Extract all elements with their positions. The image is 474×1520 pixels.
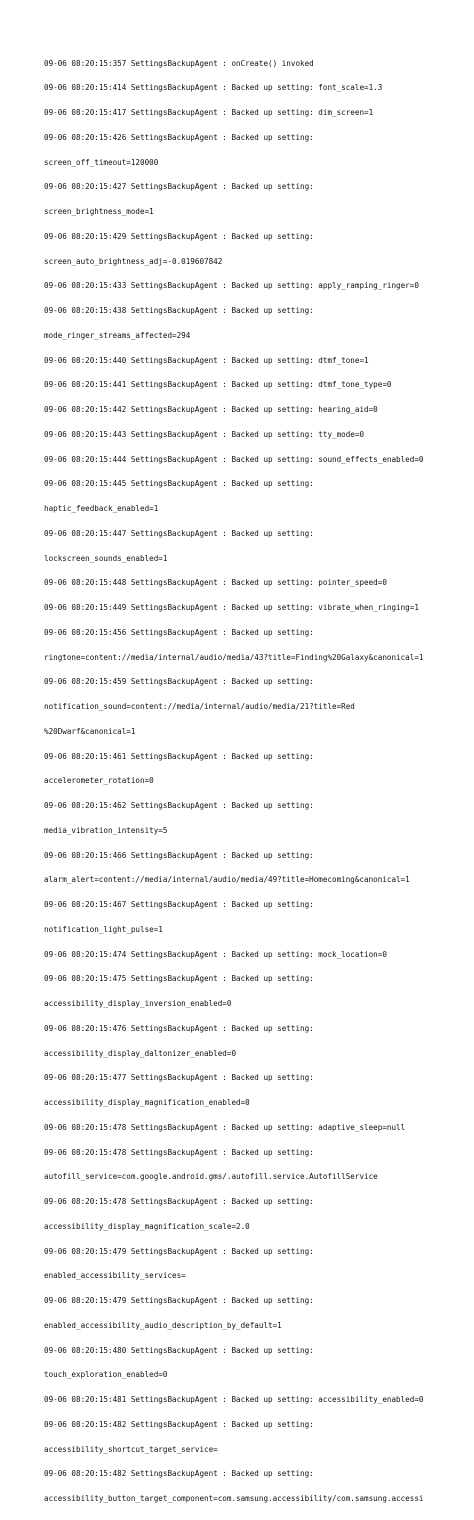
log-line: 09-06 08:20:15:426 SettingsBackupAgent : Backed up setting: <box>44 132 314 142</box>
log-line: 09-06 08:20:15:427 SettingsBackupAgent : Backed up setting: <box>44 182 314 192</box>
log-line: enabled_accessibility_audio_description_by_default=1 <box>44 1320 282 1330</box>
log-line: 09-06 08:20:15:417 SettingsBackupAgent : Backed up setting: dim_screen=1 <box>44 108 374 117</box>
log-line: 09-06 08:20:15:449 SettingsBackupAgent : Backed up setting: vibrate_when_ringing=1 <box>44 603 419 612</box>
log-line: 09-06 08:20:15:442 SettingsBackupAgent : Backed up setting: hearing_aid=0 <box>44 405 378 414</box>
log-line: 09-06 08:20:15:476 SettingsBackupAgent : Backed up setting: <box>44 1023 314 1033</box>
log-line: touch_exploration_enabled=0 <box>44 1370 168 1380</box>
log-line: 09-06 08:20:15:462 SettingsBackupAgent : Backed up setting: <box>44 801 314 810</box>
log-line: 09-06 08:20:15:479 SettingsBackupAgent : Backed up setting: <box>44 1246 314 1256</box>
log-line: 09-06 08:20:15:479 SettingsBackupAgent : Backed up setting: <box>44 1296 314 1305</box>
log-line: %20Dwarf&canonical=1 <box>44 726 136 736</box>
log-line: screen_off_timeout=120000 <box>44 157 159 167</box>
log-line: media_vibration_intensity=5 <box>44 825 168 835</box>
log-line: 09-06 08:20:15:478 SettingsBackupAgent : Backed up setting: <box>44 1147 314 1157</box>
log-line: 09-06 08:20:15:441 SettingsBackupAgent : Backed up setting: dtmf_tone_type=0 <box>44 380 392 390</box>
log-line: haptic_feedback_enabled=1 <box>44 504 159 513</box>
log-line: lockscreen_sounds_enabled=1 <box>44 553 168 563</box>
log-line: accessibility_display_magnification_enabled=0 <box>44 1098 250 1107</box>
log-line: 09-06 08:20:15:461 SettingsBackupAgent : Backed up setting: <box>44 751 314 761</box>
log-line: autofill_service=com.google.android.gms/.autofill.service.AutofillService <box>44 1172 378 1182</box>
log-line: 09-06 08:20:15:475 SettingsBackupAgent : Backed up setting: <box>44 974 314 984</box>
log-line: accessibility_display_magnification_scale=2.0 <box>44 1221 250 1231</box>
log-line: 09-06 08:20:15:466 SettingsBackupAgent : Backed up setting: <box>44 850 314 860</box>
log-line: 09-06 08:20:15:456 SettingsBackupAgent : Backed up setting: <box>44 627 314 637</box>
log-line: accessibility_shortcut_target_service= <box>44 1444 218 1454</box>
log-line: 09-06 08:20:15:429 SettingsBackupAgent : Backed up setting: <box>44 231 314 241</box>
log-line: 09-06 08:20:15:478 SettingsBackupAgent : Backed up setting: adaptive_sleep=null <box>44 1122 406 1132</box>
log-line: notification_light_pulse=1 <box>44 924 163 934</box>
log-line: screen_auto_brightness_adj=-0.019607842 <box>44 256 223 266</box>
log-line: 09-06 08:20:15:440 SettingsBackupAgent : Backed up setting: dtmf_tone=1 <box>44 355 369 365</box>
log-line: 09-06 08:20:15:414 SettingsBackupAgent : Backed up setting: font_scale=1.3 <box>44 83 383 93</box>
log-line: accessibility_display_daltonizer_enabled=0 <box>44 1048 237 1058</box>
log-line: 09-06 08:20:15:482 SettingsBackupAgent : Backed up setting: <box>44 1469 314 1479</box>
log-line: 09-06 08:20:15:477 SettingsBackupAgent : Backed up setting: <box>44 1073 314 1083</box>
log-line: 09-06 08:20:15:448 SettingsBackupAgent : Backed up setting: pointer_speed=0 <box>44 578 387 588</box>
log-line: accessibility_button_target_component=com.samsung.accessibility/com.samsung.accessi <box>44 1494 424 1503</box>
log-line: 09-06 08:20:15:474 SettingsBackupAgent : Backed up setting: mock_location=0 <box>44 949 387 959</box>
log-line: 09-06 08:20:15:445 SettingsBackupAgent : Backed up setting: <box>44 479 314 489</box>
log-line: enabled_accessibility_services= <box>44 1271 186 1281</box>
log-line: 09-06 08:20:15:482 SettingsBackupAgent : Backed up setting: <box>44 1419 314 1429</box>
log-line: 09-06 08:20:15:447 SettingsBackupAgent : Backed up setting: <box>44 528 314 538</box>
log-text <box>44 43 474 1520</box>
log-line: 09-06 08:20:15:438 SettingsBackupAgent : Backed up setting: <box>44 306 314 315</box>
log-line: 09-06 08:20:15:433 SettingsBackupAgent : Backed up setting: apply_ramping_ringer=0 <box>44 281 419 291</box>
log-line: 09-06 08:20:15:459 SettingsBackupAgent : Backed up setting: <box>44 677 314 687</box>
log-line: mode_ringer_streams_affected=294 <box>44 330 191 340</box>
log-line: accessibility_display_inversion_enabled=0 <box>44 999 232 1008</box>
log-line: accelerometer_rotation=0 <box>44 776 154 786</box>
log-line: screen_brightness_mode=1 <box>44 207 154 216</box>
log-line: notification_sound=content://media/internal/audio/media/21?title=Red <box>44 702 355 711</box>
log-line: ringtone=content://media/internal/audio/media/43?title=Finding%20Galaxy&canonical=1 <box>44 652 424 662</box>
log-line: 09-06 08:20:15:444 SettingsBackupAgent : Backed up setting: sound_effects_enabled=0 <box>44 454 424 464</box>
log-line: 09-06 08:20:15:478 SettingsBackupAgent : Backed up setting: <box>44 1197 314 1206</box>
log-line: 09-06 08:20:15:443 SettingsBackupAgent : Backed up setting: tty_mode=0 <box>44 429 365 439</box>
log-line: 09-06 08:20:15:481 SettingsBackupAgent : Backed up setting: accessibility_enabled=0 <box>44 1395 424 1404</box>
log-line: 09-06 08:20:15:357 SettingsBackupAgent : onCreate() invoked <box>44 58 314 68</box>
log-line: alarm_alert=content://media/internal/audio/media/49?title=Homecoming&canonical=1 <box>44 875 410 885</box>
log-line: 09-06 08:20:15:480 SettingsBackupAgent : Backed up setting: <box>44 1345 314 1355</box>
log-line: 09-06 08:20:15:467 SettingsBackupAgent : Backed up setting: <box>44 900 314 909</box>
